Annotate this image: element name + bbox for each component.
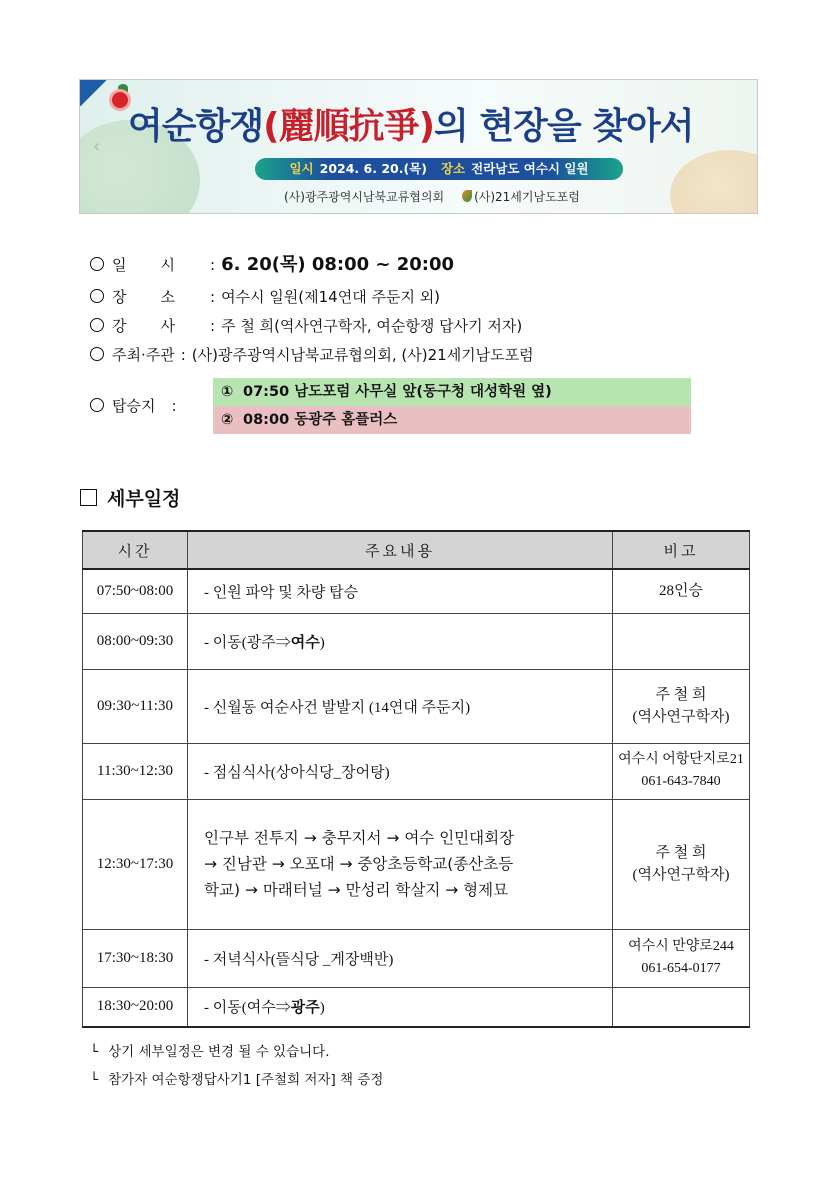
organizer-2: (사)21세기남도포럼	[474, 190, 580, 204]
place-value: 여수시 일원(제14연대 주둔지 외)	[221, 288, 441, 306]
boarding-stop-1: ① 07:50 남도포럼 사무실 앞(동구청 대성학원 옆)	[213, 378, 691, 406]
square-bullet-icon	[80, 489, 97, 506]
host-value: (사)광주광역시남북교류협의회, (사)21세기남도포럼	[191, 346, 534, 364]
section-title: 세부일정	[80, 484, 180, 511]
chevron-left-icon: ‹	[93, 136, 101, 157]
table-row: 17:30~18:30 - 저녁식사(뜰식당 _게장백반) 여수시 만양로244 061-654-0177	[83, 929, 750, 987]
footnote-1: └ 상기 세부일정은 변경 될 수 있습니다.	[90, 1044, 330, 1060]
circle-bullet-icon	[90, 398, 104, 412]
camellia-flower-icon	[112, 92, 128, 108]
circle-bullet-icon	[90, 318, 104, 332]
table-row: 09:30~11:30 - 신월동 여순사건 발발지 (14연대 주둔지) 주 철 희 (역사연구학자)	[83, 669, 750, 743]
circle-bullet-icon	[90, 257, 104, 271]
banner-title: 여순항쟁(麗順抗爭)의 현장을 찾아서	[128, 106, 694, 147]
date-value: 6. 20(목) 08:00 ~ 20:00	[221, 254, 455, 275]
leaf-icon	[118, 84, 128, 92]
info-speaker: 강 사 : 주 철 희(역사연구학자, 여순항쟁 답사기 저자)	[90, 316, 522, 336]
table-row: 12:30~17:30 인구부 전투지 → 충무지서 → 여수 인민대회장 → 진남관 → 오포대 → 중앙초등학교(종산초등 학교) → 마래터널 → 만성리 학살지 → 형제묘 주 철 희 (역사연구학자)	[83, 799, 750, 929]
info-date: 일 시 : 6. 20(목) 08:00 ~ 20:00	[90, 255, 454, 275]
circle-bullet-icon	[90, 289, 104, 303]
forum-logo-icon	[462, 190, 472, 202]
banner-date-place-pill: 일시 2024. 6. 20.(목) 장소 전라남도 여수시 일원	[255, 158, 623, 180]
table-row: 07:50~08:00 - 인원 파악 및 차량 탑승 28인승	[83, 569, 750, 613]
info-boarding: 탑승지 :	[90, 396, 183, 416]
schedule-table	[82, 530, 750, 1028]
info-place: 장 소 : 여수시 일원(제14연대 주둔지 외)	[90, 287, 440, 307]
footnote-2: └ 참가자 여순항쟁답사기1 [주철희 저자] 책 증정	[90, 1072, 384, 1088]
banner-decor-right	[670, 150, 758, 214]
banner-organizers	[284, 188, 580, 205]
header-content: 주요내용	[188, 531, 613, 569]
header-time: 시간	[83, 531, 188, 569]
speaker-value: 주 철 희(역사연구학자, 여순항쟁 답사기 저자)	[221, 317, 523, 335]
table-row: 18:30~20:00 - 이동(여수⇒광주)	[83, 987, 750, 1027]
header-note: 비고	[613, 531, 750, 569]
table-header-row	[83, 531, 750, 569]
table-row: 11:30~12:30 - 점심식사(상아식당_장어탕) 여수시 어항단지로21 061-643-7840	[83, 743, 750, 799]
boarding-stop-2: ② 08:00 동광주 홈플러스	[213, 406, 691, 434]
organizer-1: (사)광주광역시남북교류협의회	[284, 190, 445, 204]
circle-bullet-icon	[90, 347, 104, 361]
table-row: 08:00~09:30 - 이동(광주⇒여수)	[83, 613, 750, 669]
info-host: 주최·주관 : (사)광주광역시남북교류협의회, (사)21세기남도포럼	[90, 345, 534, 365]
